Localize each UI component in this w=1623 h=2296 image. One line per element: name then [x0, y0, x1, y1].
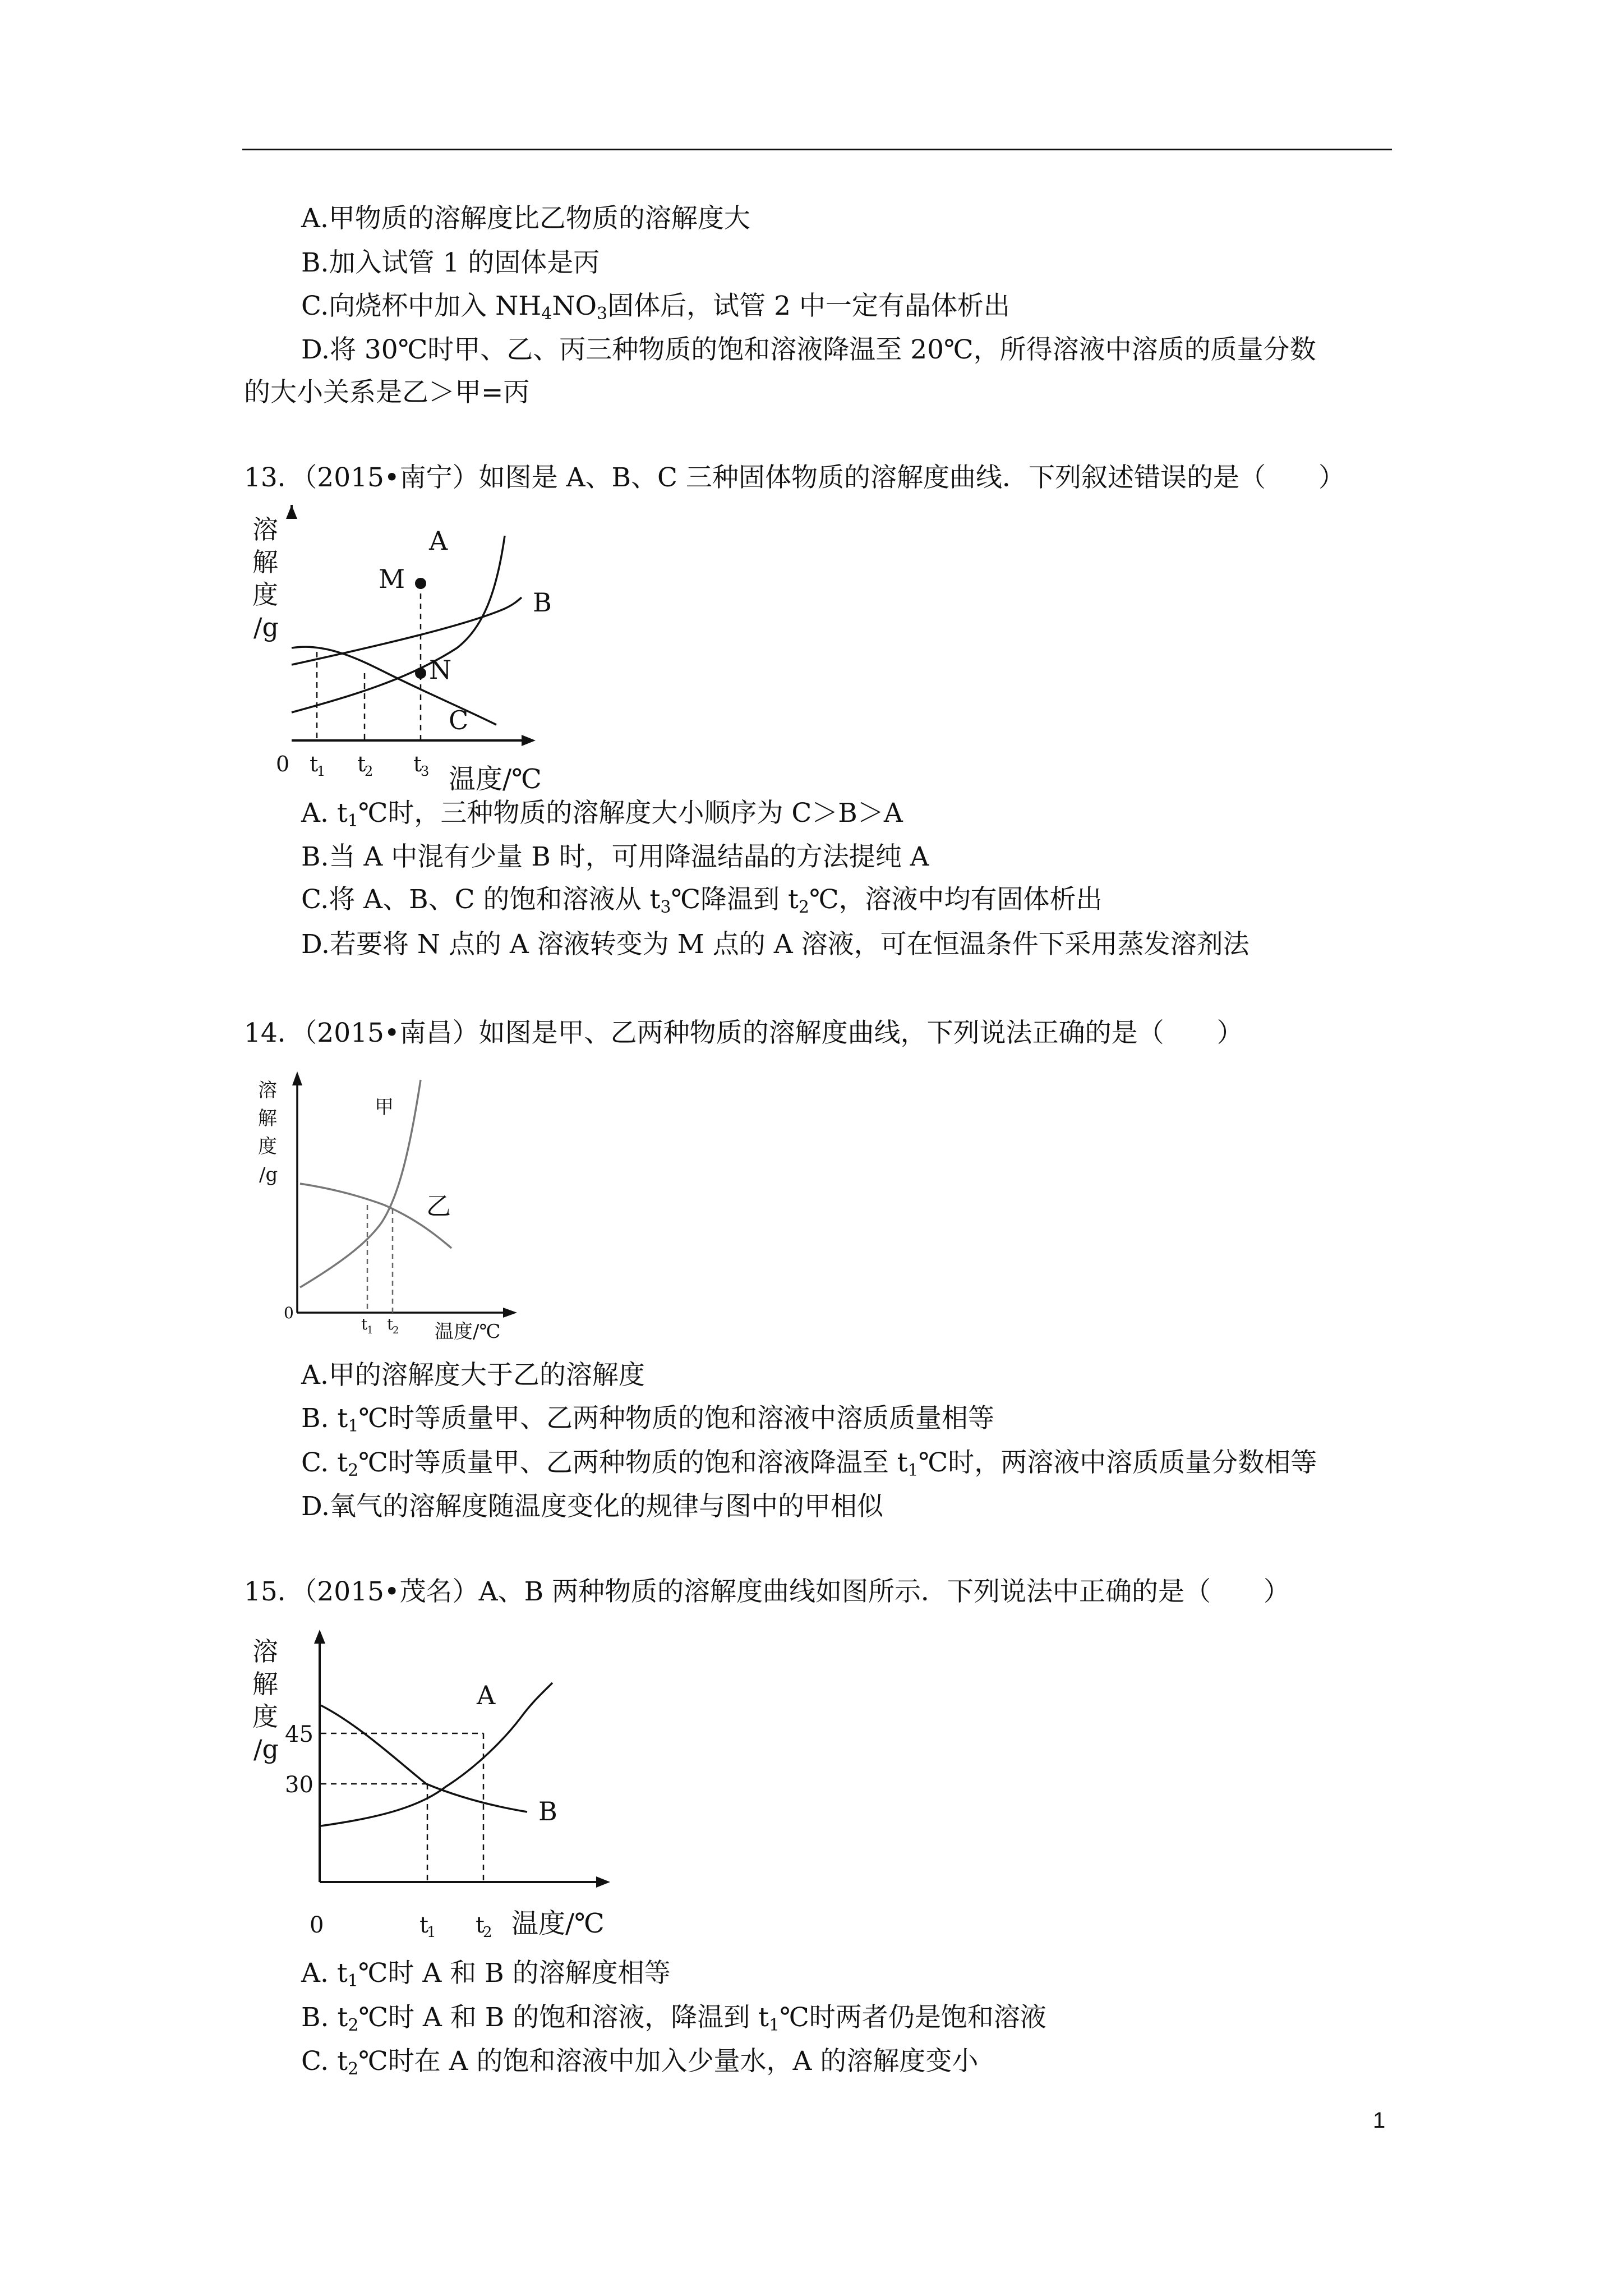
svg-text:1: 1	[367, 1324, 374, 1336]
q12-option-d-line1: D.将 30℃时甲、乙、丙三种物质的饱和溶液降温至 20℃，所得溶液中溶质的质量分数	[301, 334, 1316, 365]
q15-solubility-graph	[241, 1627, 623, 1941]
q12-option-d-line2: 的大小关系是乙＞甲=丙	[244, 377, 530, 408]
q12-option-c: C.向烧杯中加入 $NH_4NO_3$固体后，试管 2 中一定有晶体析出	[301, 291, 1010, 324]
q13-origin: 0	[276, 752, 290, 776]
q15-label-b: B	[538, 1796, 557, 1826]
q14-label-yi: 乙	[426, 1192, 451, 1221]
q15-option-b: B. $t_2℃$时 A 和 B 的饱和溶液，降温到 $t_1℃$时两者仍是饱和溶液	[301, 2002, 1046, 2035]
q15-ytick-30: 30	[285, 1772, 313, 1798]
q14-xlabel: 温度/℃	[435, 1320, 501, 1343]
svg-text:2: 2	[365, 763, 374, 779]
q13-option-a: A. $t_1℃$时，三种物质的溶解度大小顺序为 C＞B＞A	[301, 798, 903, 831]
q13-solubility-graph	[241, 505, 634, 797]
q14-solubility-graph	[241, 1055, 555, 1346]
svg-text:2: 2	[483, 1924, 492, 1941]
q14-option-a: A.甲的溶解度大于乙的溶解度	[301, 1360, 645, 1391]
q13-ylabel-1: 溶	[252, 514, 278, 545]
q12-option-a: A.甲物质的溶解度比乙物质的溶解度大	[301, 203, 750, 234]
q13-ylabel-3: 度	[252, 579, 278, 610]
q14-tick-2: t	[387, 1315, 394, 1333]
q13-curve-a	[292, 536, 505, 712]
q13-tick-3: t	[413, 752, 422, 776]
q15-x-arrow	[596, 1876, 610, 1888]
q13-ylabel-2: 解	[252, 547, 278, 577]
q13-option-b: B.当 A 中混有少量 B 时，可用降温结晶的方法提纯 A	[301, 841, 929, 872]
q13-y-arrow	[286, 505, 297, 519]
q14-tick-1: t	[361, 1315, 368, 1333]
q14-ylabel-3: 度	[258, 1135, 277, 1158]
q13-label-m: M	[379, 564, 405, 594]
q15-option-a: A. $t_1℃$时 A 和 B 的溶解度相等	[301, 1958, 671, 1991]
q14-ylabel-4: /g	[259, 1163, 278, 1186]
svg-text:1: 1	[427, 1924, 436, 1941]
q12-option-b: B.加入试管 1 的固体是丙	[301, 247, 600, 278]
q15-xlabel: 温度/℃	[511, 1908, 605, 1939]
q14-y-arrow	[292, 1071, 302, 1085]
q13-tick-2: t	[357, 752, 366, 776]
svg-text:2: 2	[393, 1324, 399, 1336]
q15-label-a: A	[477, 1680, 496, 1710]
q14-option-c: C. $t_2℃$时等质量甲、乙两种物质的饱和溶液降温至 $t_1℃$时，两溶液中溶质质量分数相等	[301, 1447, 1317, 1480]
q14-ylabel-2: 解	[258, 1107, 277, 1130]
q13-label-c: C	[449, 705, 469, 735]
q15-ylabel-4: /g	[253, 1734, 279, 1764]
q15-origin: 0	[310, 1912, 324, 1938]
svg-text:1: 1	[317, 763, 326, 779]
q13-x-arrow	[522, 735, 536, 746]
q14-curve-jia	[300, 1080, 421, 1287]
q15-ytick-45: 45	[285, 1722, 313, 1747]
q14-ylabel-1: 溶	[258, 1079, 277, 1102]
q13-point-m	[415, 578, 426, 589]
q14-stem: 14．（2015•南昌）如图是甲、乙两种物质的溶解度曲线，下列说法正确的是（ ）	[244, 1018, 1243, 1048]
q15-y-arrow	[314, 1630, 325, 1644]
q13-label-a: A	[429, 526, 448, 556]
q13-xlabel: 温度/℃	[449, 763, 542, 795]
q15-curve-b	[321, 1705, 527, 1812]
page-number: 1	[1373, 2108, 1386, 2133]
q15-tick-2: t	[476, 1912, 485, 1938]
q13-tick-1: t	[310, 752, 319, 776]
q15-ylabel-2: 解	[252, 1669, 278, 1699]
q13-point-n	[415, 668, 426, 679]
q13-stem: 13．（2015•南宁）如图是 A、B、C 三种固体物质的溶解度曲线．下列叙述错误的是（ ）	[244, 462, 1345, 493]
q13-label-b: B	[533, 587, 552, 618]
svg-text:3: 3	[421, 763, 430, 779]
q13-option-c: C.将 A、B、C 的饱和溶液从 $t_3℃$降温到 $t_2℃$，溶液中均有固体析出	[301, 884, 1103, 917]
q13-ylabel-4: /g	[253, 612, 279, 642]
q15-option-c: C. $t_2℃$时在 A 的饱和溶液中加入少量水，A 的溶解度变小	[301, 2046, 979, 2079]
header-rule	[242, 149, 1392, 150]
q14-option-b: B. $t_1℃$时等质量甲、乙两种物质的饱和溶液中溶质质量相等	[301, 1403, 994, 1436]
q15-tick-1: t	[419, 1912, 429, 1938]
q15-curve-a	[321, 1683, 552, 1826]
q14-x-arrow	[503, 1308, 517, 1318]
q13-label-n: N	[429, 655, 452, 685]
q14-option-d: D.氧气的溶解度随温度变化的规律与图中的甲相似	[301, 1491, 883, 1522]
q15-ylabel-3: 度	[252, 1701, 278, 1732]
q14-origin: 0	[284, 1304, 294, 1322]
q13-option-d: D.若要将 N 点的 A 溶液转变为 M 点的 A 溶液，可在恒温条件下采用蒸发溶剂法	[301, 929, 1249, 960]
q15-stem: 15．（2015•茂名）A、B 两种物质的溶解度曲线如图所示．下列说法中正确的是（ ）	[244, 1576, 1290, 1607]
q14-label-jia: 甲	[375, 1096, 394, 1119]
q15-ylabel-1: 溶	[252, 1636, 278, 1667]
